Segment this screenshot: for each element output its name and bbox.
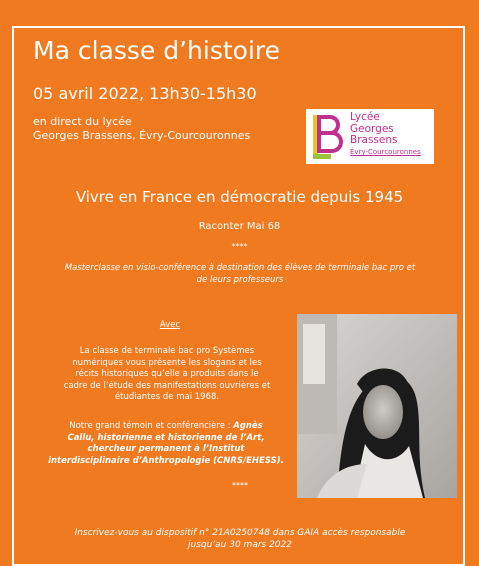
witness-role: chercheur permanent à l’Institut — [87, 444, 245, 455]
live-line-1: en direct du lycée — [33, 115, 132, 128]
witness-line-2 — [35, 433, 297, 445]
registration-info — [20, 527, 460, 551]
separator-stars-2: **** — [232, 481, 248, 490]
desc-line: cadre de l’étude des manifestations ouvrières et — [63, 380, 271, 391]
logo-name-line-2: Georges — [350, 122, 394, 135]
witness-intro: Notre grand témoin et conférencière : — [69, 421, 234, 431]
school-logo — [306, 109, 434, 164]
event-subtitle: Raconter Mai 68 — [198, 221, 281, 232]
lycee-logo-letters-icon — [310, 112, 348, 162]
witness-line-4 — [35, 456, 297, 468]
witness-name-first: Agnès — [233, 421, 263, 431]
page-title: Ma classe d’histoire — [33, 36, 281, 65]
witness-title: Callu, historienne et historienne de l’Art, — [67, 432, 265, 443]
avec-heading: Avec — [159, 320, 181, 330]
witness-institute: interdisciplinaire d’Anthropologie (CNRS/EHESS). — [48, 455, 284, 466]
footer-line-2: jusqu’au 30 mars 2022 — [187, 540, 292, 550]
class-description — [43, 346, 291, 404]
logo-school-name — [350, 112, 397, 147]
desc-line: numériques vous présente les slogans et les — [72, 357, 262, 368]
witness-line-1 — [35, 421, 297, 433]
event-date: 05 avril 2022, 13h30-15h30 — [33, 84, 257, 103]
event-subject: Vivre en France en démocratie depuis 1945 — [75, 188, 404, 206]
desc-line: La classe de terminale bac pro Systèmes — [79, 346, 255, 356]
speaker-photo — [297, 314, 457, 498]
witness-line-3 — [35, 444, 297, 456]
desc-line: récits historiques qu’elle a produits dans le — [75, 369, 259, 380]
live-line-2: Georges Brassens, Évry-Courcouronnes — [33, 129, 251, 142]
desc-line: étudiantes de mai 1968. — [114, 392, 220, 403]
masterclass-line-1: Masterclasse en visio-conférence à destination des élèves de terminale bac pro et — [64, 263, 416, 273]
logo-name-line-1: Lycée — [350, 111, 380, 123]
logo-name-line-3: Brassens — [350, 134, 398, 146]
masterclass-line-2: de leurs professeurs — [196, 275, 284, 285]
footer-line-1: Inscrivez-vous au dispositif n° 21A0250748 dans GAIA accès responsable — [74, 528, 406, 538]
witness-description — [35, 421, 297, 467]
separator-stars: **** — [231, 242, 248, 251]
masterclass-description — [30, 262, 450, 286]
live-location — [33, 115, 250, 143]
logo-city: Évry-Courcouronnes — [350, 148, 421, 156]
